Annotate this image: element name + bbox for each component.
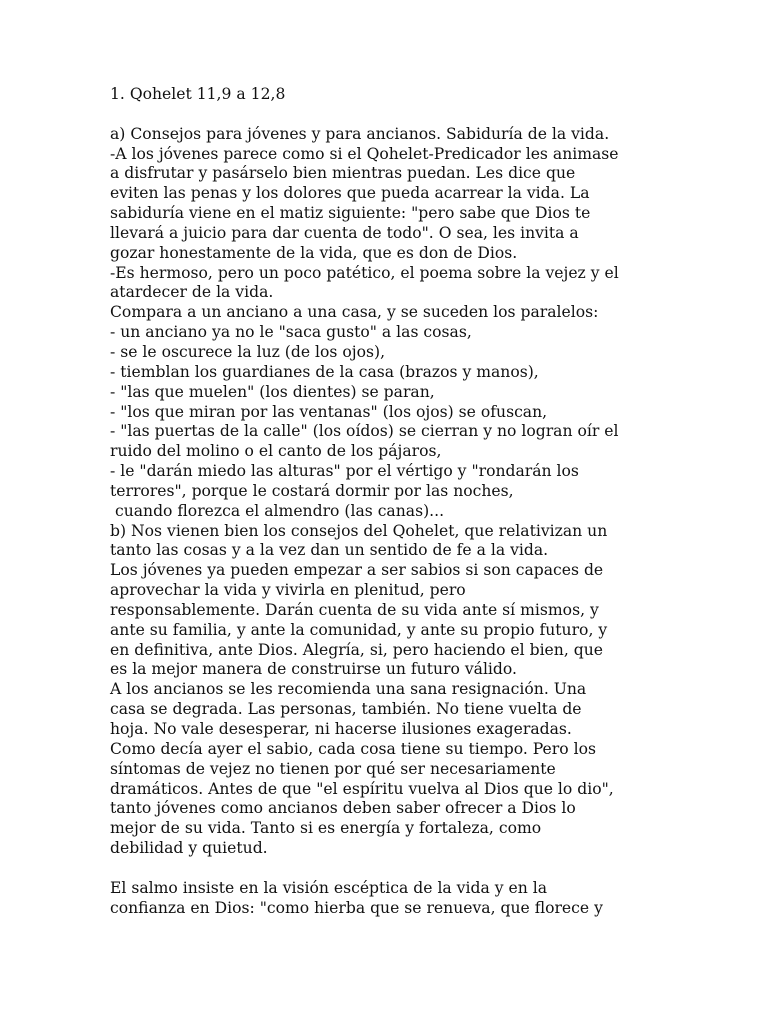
text-line: b) Nos vienen bien los consejos del Qohelet, que relativizan un	[110, 521, 608, 540]
text-line: hoja. No vale desesperar, ni hacerse ilusiones exageradas.	[110, 720, 572, 738]
text-line: debilidad y quietud.	[110, 839, 268, 858]
text-line: Compara a un anciano a una casa, y se suceden los paralelos:	[110, 303, 599, 322]
text-line: - "las que muelen" (los dientes) se paran,	[110, 382, 435, 401]
text-line: -Es hermoso, pero un poco patético, el poema sobre la vejez y el	[110, 263, 619, 282]
text-line: aprovechar la vida y vivirla en plenitud, pero	[110, 581, 466, 600]
text-line: casa se degrada. Las personas, también. No tiene vuelta de	[110, 700, 582, 719]
text-line: tanto las cosas y a la vez dan un sentido de fe a la vida.	[110, 541, 549, 560]
blank-line	[110, 105, 710, 125]
text-line: Los jóvenes ya pueden empezar a ser sabios si son capaces de	[110, 561, 604, 580]
text-line: - le "darán miedo las alturas" por el vértigo y "rondarán los	[110, 462, 579, 481]
text-line: eviten las penas y los dolores que pueda acarrear la vida. La	[110, 184, 590, 203]
text-line: - tiemblan los guardianes de la casa (brazos y manos),	[110, 362, 539, 381]
text-line: en definitiva, ante Dios. Alegría, si, pero haciendo el bien, que	[110, 640, 603, 659]
document-body	[110, 85, 710, 918]
text-line: A los ancianos se les recomienda una sana resignación. Una	[110, 680, 587, 699]
text-line: - "los que miran por las ventanas" (los ojos) se ofuscan,	[110, 402, 548, 421]
text-line: - un anciano ya no le "saca gusto" a las cosas,	[110, 323, 472, 342]
text-line: mejor de su vida. Tanto si es energía y fortaleza, como	[110, 819, 542, 838]
text-line: atardecer de la vida.	[110, 283, 274, 302]
text-line: El salmo insiste en la visión escéptica de la vida y en la	[110, 878, 547, 897]
text-line: llevará a juicio para dar cuenta de todo". O sea, les invita a	[110, 223, 579, 242]
text-line: -A los jóvenes parece como si el Qohelet-Predicador les animase	[110, 144, 619, 163]
text-line: 1. Qohelet 11,9 a 12,8	[110, 85, 286, 103]
text-line: - "las puertas de la calle" (los oídos) se cierran y no logran oír el	[110, 422, 619, 441]
text-line: Como decía ayer el sabio, cada cosa tiene su tiempo. Pero los	[110, 739, 596, 758]
text-line: a) Consejos para jóvenes y para ancianos. Sabiduría de la vida.	[110, 124, 610, 143]
text-line: ruido del molino o el canto de los pájaros,	[110, 442, 442, 461]
text-line: síntomas de vejez no tienen por qué ser necesariamente	[110, 759, 556, 778]
text-line: sabiduría viene en el matiz siguiente: "pero sabe que Dios te	[110, 204, 591, 223]
text-line: es la mejor manera de construirse un futuro válido.	[110, 660, 517, 679]
text-line: ante su familia, y ante la comunidad, y ante su propio futuro, y	[110, 620, 608, 639]
blank-line	[110, 859, 710, 879]
text-line: dramáticos. Antes de que "el espíritu vuelva al Dios que lo dio",	[110, 779, 614, 798]
text-line: gozar honestamente de la vida, que es don de Dios.	[110, 243, 518, 262]
text-line: terrores", porque le costará dormir por las noches,	[110, 481, 514, 500]
text-line: a disfrutar y pasárselo bien mientras puedan. Les dice que	[110, 164, 576, 183]
text-line: responsablemente. Darán cuenta de su vida ante sí mismos, y	[110, 600, 599, 619]
text-line: tanto jóvenes como ancianos deben saber ofrecer a Dios lo	[110, 799, 576, 818]
text-line: - se le oscurece la luz (de los ojos),	[110, 342, 386, 361]
text-line: confianza en Dios: "como hierba que se renueva, que florece y	[110, 898, 603, 917]
text-line: cuando florezca el almendro (las canas)...	[110, 501, 445, 520]
